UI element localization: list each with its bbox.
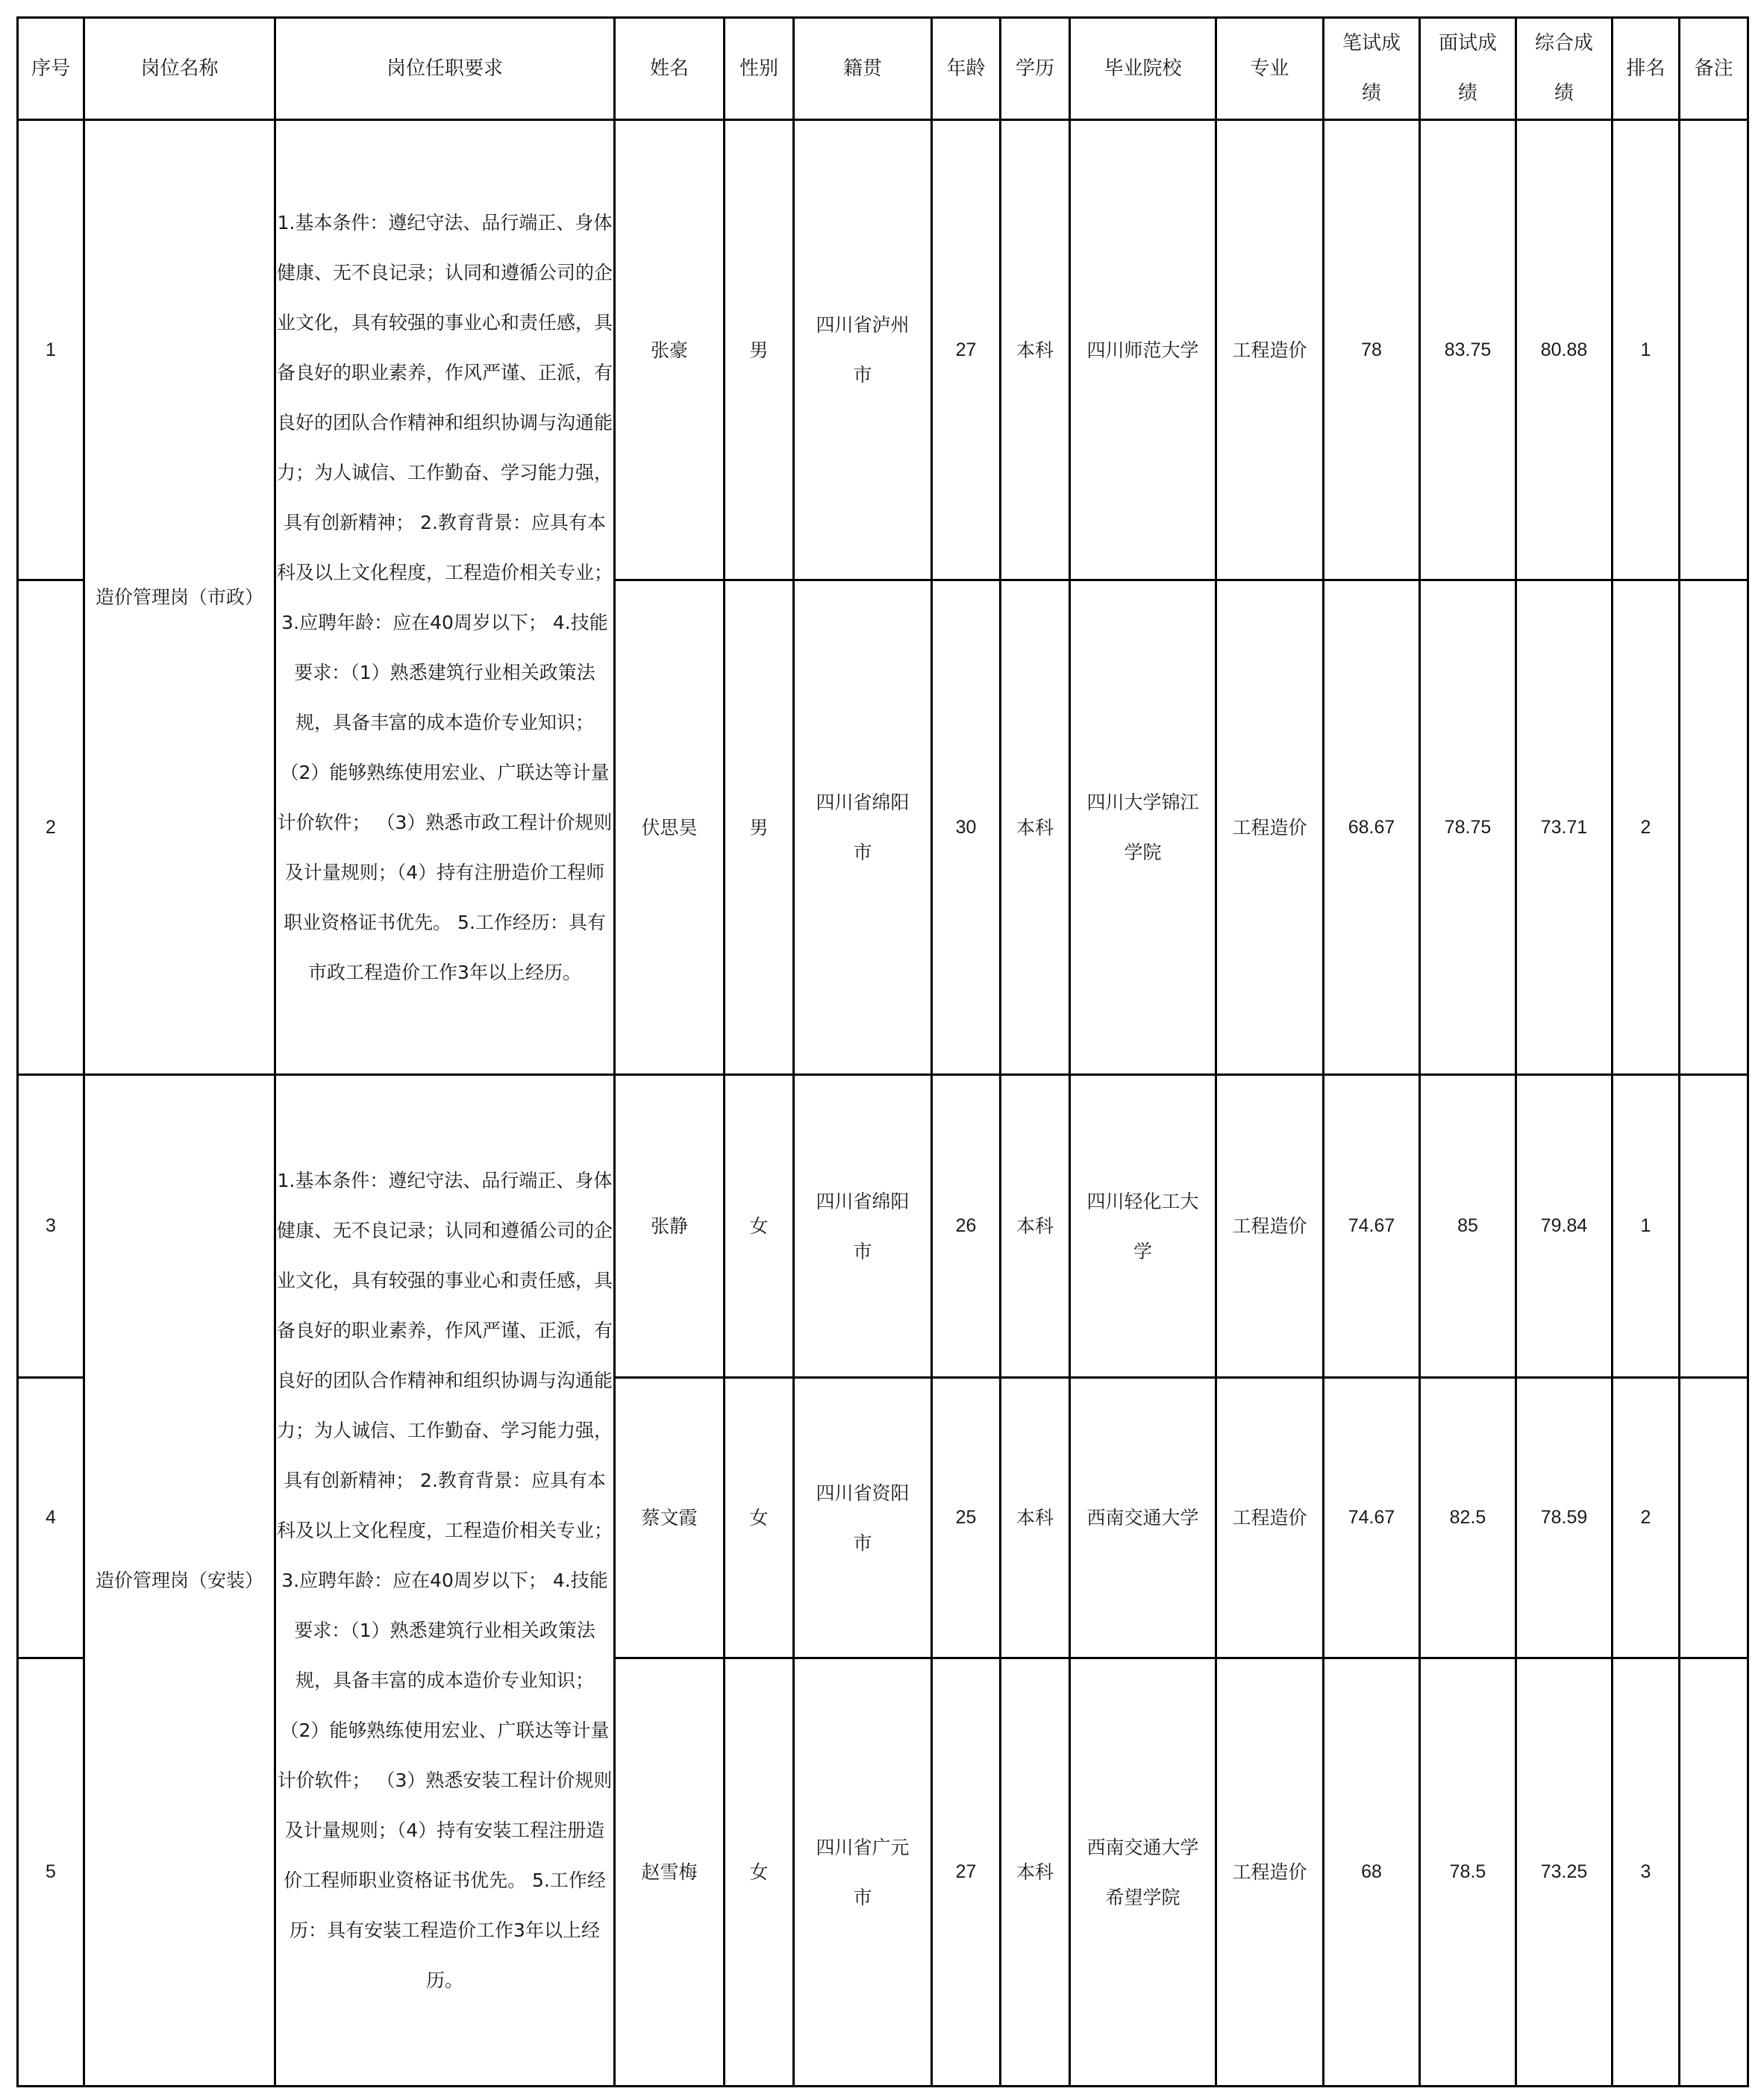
cell-interview-score: 82.5: [1420, 1378, 1516, 1658]
cell-age: 27: [932, 120, 1001, 580]
cell-rank: 1: [1613, 120, 1680, 580]
cell-gender: 女: [725, 1658, 794, 2087]
cell-written-score: 74.67: [1324, 1378, 1420, 1658]
cell-school: 西南交通大学: [1070, 1378, 1216, 1658]
header-gender: 性别: [725, 18, 794, 120]
cell-education: 本科: [1001, 1378, 1070, 1658]
cell-interview-score: 78.75: [1420, 580, 1516, 1075]
cell-age: 25: [932, 1378, 1001, 1658]
header-index: 序号: [18, 18, 84, 120]
cell-remarks: [1680, 1075, 1748, 1378]
cell-name: 张静: [615, 1075, 725, 1378]
cell-total-score: 79.84: [1516, 1075, 1613, 1378]
cell-name: 蔡文霞: [615, 1378, 725, 1658]
cell-education: 本科: [1001, 120, 1070, 580]
cell-hometown: 四川省绵阳市: [794, 1075, 932, 1378]
cell-remarks: [1680, 1378, 1748, 1658]
cell-rank: 1: [1613, 1075, 1680, 1378]
cell-hometown: 四川省资阳市: [794, 1378, 932, 1658]
cell-interview-score: 85: [1420, 1075, 1516, 1378]
header-remarks: 备注: [1680, 18, 1748, 120]
table-row: [18, 120, 1748, 580]
cell-remarks: [1680, 120, 1748, 580]
header-rank: 排名: [1613, 18, 1680, 120]
cell-age: 26: [932, 1075, 1001, 1378]
header-age: 年龄: [932, 18, 1001, 120]
cell-name: 赵雪梅: [615, 1658, 725, 2087]
cell-rank: 2: [1613, 1378, 1680, 1658]
header-major: 专业: [1216, 18, 1324, 120]
header-total-score: 综合成绩: [1516, 18, 1613, 120]
cell-major: 工程造价: [1216, 580, 1324, 1075]
cell-total-score: 80.88: [1516, 120, 1613, 580]
cell-hometown: 四川省绵阳市: [794, 580, 932, 1075]
table-row: [18, 1075, 1748, 1378]
cell-name: 张豪: [615, 120, 725, 580]
cell-interview-score: 78.5: [1420, 1658, 1516, 2087]
cell-written-score: 68: [1324, 1658, 1420, 2087]
cell-education: 本科: [1001, 1075, 1070, 1378]
cell-school: 四川轻化工大学: [1070, 1075, 1216, 1378]
header-position: 岗位名称: [84, 18, 275, 120]
header-education: 学历: [1001, 18, 1070, 120]
cell-education: 本科: [1001, 1658, 1070, 2087]
header-requirements: 岗位任职要求: [275, 18, 615, 120]
cell-school: 四川师范大学: [1070, 120, 1216, 580]
cell-position: 造价管理岗（市政）: [84, 120, 275, 1075]
cell-school: 四川大学锦江学院: [1070, 580, 1216, 1075]
cell-index: 3: [18, 1075, 84, 1378]
cell-major: 工程造价: [1216, 120, 1324, 580]
cell-total-score: 73.25: [1516, 1658, 1613, 2087]
cell-written-score: 68.67: [1324, 580, 1420, 1075]
header-school: 毕业院校: [1070, 18, 1216, 120]
header-name: 姓名: [615, 18, 725, 120]
cell-gender: 女: [725, 1075, 794, 1378]
cell-school: 西南交通大学希望学院: [1070, 1658, 1216, 2087]
header-hometown: 籍贯: [794, 18, 932, 120]
cell-rank: 2: [1613, 580, 1680, 1075]
cell-major: 工程造价: [1216, 1658, 1324, 2087]
cell-hometown: 四川省广元市: [794, 1658, 932, 2087]
cell-interview-score: 83.75: [1420, 120, 1516, 580]
cell-major: 工程造价: [1216, 1075, 1324, 1378]
cell-written-score: 74.67: [1324, 1075, 1420, 1378]
cell-total-score: 78.59: [1516, 1378, 1613, 1658]
cell-written-score: 78: [1324, 120, 1420, 580]
cell-requirements: 1.基本条件：遵纪守法、品行端正、身体健康、无不良记录；认同和遵循公司的企业文化，具有较强的事业心和责任感，具备良好的职业素养，作风严谨、正派，有良好的团队合作精神和组织协调与沟通能力；为人诚信、工作勤奋、学习能力强，具有创新精神； 2.教育背景：应具有本科及以上文化程度，工程造价相关专业； 3.应聘年龄：应在40周岁以下； 4.技能要求：（1）熟悉建筑行业相关政策法规，具备丰富的成本造价专业知识； （2）能够熟练使用宏业、广联达等计量计价软件； （3）熟悉市政工程计价规则及计量规则；（4）持有注册造价工程师职业资格证书优先。 5.工作经历：具有市政工程造价工作3年以上经历。: [275, 120, 615, 1075]
cell-major: 工程造价: [1216, 1378, 1324, 1658]
cell-remarks: [1680, 1658, 1748, 2087]
candidate-score-table: [16, 16, 1749, 2087]
cell-index: 5: [18, 1658, 84, 2087]
cell-gender: 女: [725, 1378, 794, 1658]
cell-age: 27: [932, 1658, 1001, 2087]
cell-name: 伏思昊: [615, 580, 725, 1075]
cell-index: 1: [18, 120, 84, 580]
header-interview-score: 面试成绩: [1420, 18, 1516, 120]
cell-total-score: 73.71: [1516, 580, 1613, 1075]
cell-remarks: [1680, 580, 1748, 1075]
cell-position: 造价管理岗（安装）: [84, 1075, 275, 2087]
header-row: [18, 18, 1748, 120]
cell-age: 30: [932, 580, 1001, 1075]
cell-education: 本科: [1001, 580, 1070, 1075]
cell-index: 2: [18, 580, 84, 1075]
cell-index: 4: [18, 1378, 84, 1658]
cell-gender: 男: [725, 580, 794, 1075]
cell-rank: 3: [1613, 1658, 1680, 2087]
cell-requirements: 1.基本条件：遵纪守法、品行端正、身体健康、无不良记录；认同和遵循公司的企业文化，具有较强的事业心和责任感，具备良好的职业素养，作风严谨、正派，有良好的团队合作精神和组织协调与沟通能力；为人诚信、工作勤奋、学习能力强，具有创新精神； 2.教育背景：应具有本科及以上文化程度，工程造价相关专业； 3.应聘年龄：应在40周岁以下； 4.技能要求：（1）熟悉建筑行业相关政策法规，具备丰富的成本造价专业知识； （2）能够熟练使用宏业、广联达等计量计价软件； （3）熟悉安装工程计价规则及计量规则；（4）持有安装工程注册造价工程师职业资格证书优先。 5.工作经历：具有安装工程造价工作3年以上经历。: [275, 1075, 615, 2087]
cell-gender: 男: [725, 120, 794, 580]
cell-hometown: 四川省泸州市: [794, 120, 932, 580]
header-written-score: 笔试成绩: [1324, 18, 1420, 120]
